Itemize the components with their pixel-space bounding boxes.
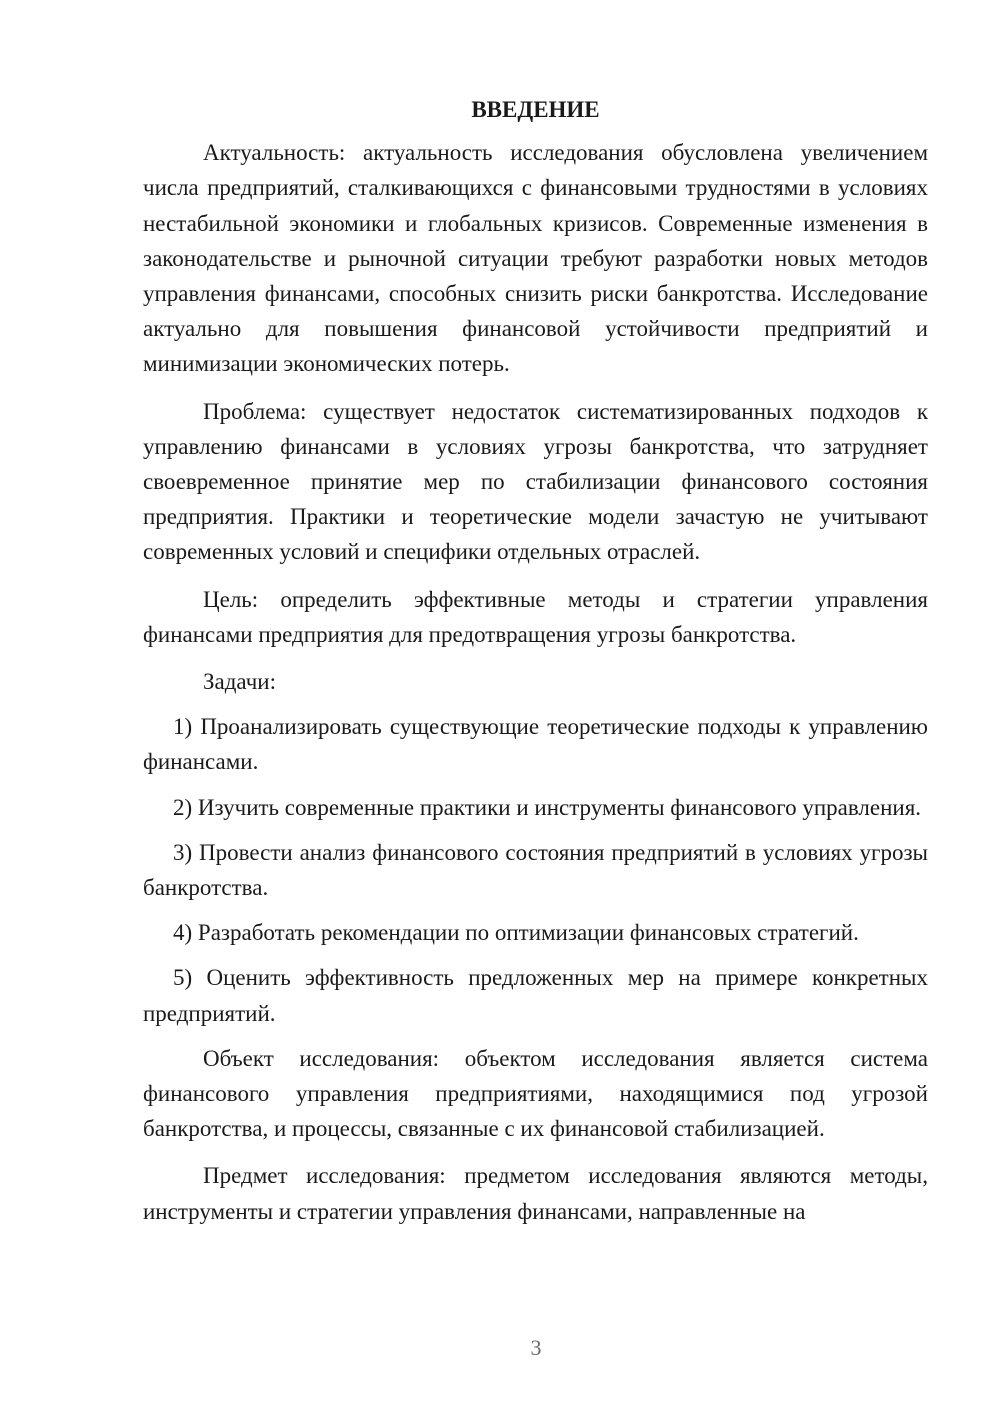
tasks-heading: Задачи: [203, 669, 276, 695]
paragraph-problem: Проблема: существует недостаток систематизированных подходов к управлению финансами в условиях угрозы банкротства, что затрудняет своевременное принятие мер по стабилизации финансового состояния предприятия. Практики и теоретические модели зачастую не учитывают современных условий и специфики отдельных отраслей. [143, 398, 928, 565]
page-body [143, 92, 928, 1241]
task-item: 4) Разработать рекомендации по оптимизации финансовых стратегий. [173, 920, 859, 946]
page-number: 3 [530, 1335, 542, 1360]
task-item: 2) Изучить современные практики и инструменты финансового управления. [173, 794, 922, 820]
paragraph-relevance: Актуальность: актуальность исследования обусловлена увеличением числа предприятий, сталкивающихся с финансовыми трудностями в условиях нестабильной экономики и глобальных кризисов. Современные изменения в законодательстве и рыночной ситуации требуют разработки новых методов управления финансами, способных снизить риски банкротства. Исследование актуально для повышения финансовой устойчивости предприятий и минимизации экономических потерь. [143, 140, 928, 377]
task-item: 1) Проанализировать существующие теоретические подходы к управлению финансами. [143, 714, 928, 775]
task-item: 3) Провести анализ финансового состояния предприятий в условиях угрозы банкротства. [143, 839, 928, 901]
paragraph-subject: Предмет исследования: предметом исследования являются методы, инструменты и стратегии управления финансами, направленные на [143, 1163, 928, 1224]
task-item: 5) Оценить эффективность предложенных мер на примере конкретных предприятий. [143, 965, 928, 1026]
paragraph-goal: Цель: определить эффективные методы и стратегии управления финансами предприятия для предотвращения угрозы банкротства. [143, 586, 928, 647]
section-title: ВВЕДЕНИЕ [471, 97, 600, 122]
paragraph-object: Объект исследования: объектом исследования является система финансового управления предприятиями, находящимися под угрозой банкротства, и процессы, связанные с их финансовой стабилизацией. [143, 1045, 928, 1142]
